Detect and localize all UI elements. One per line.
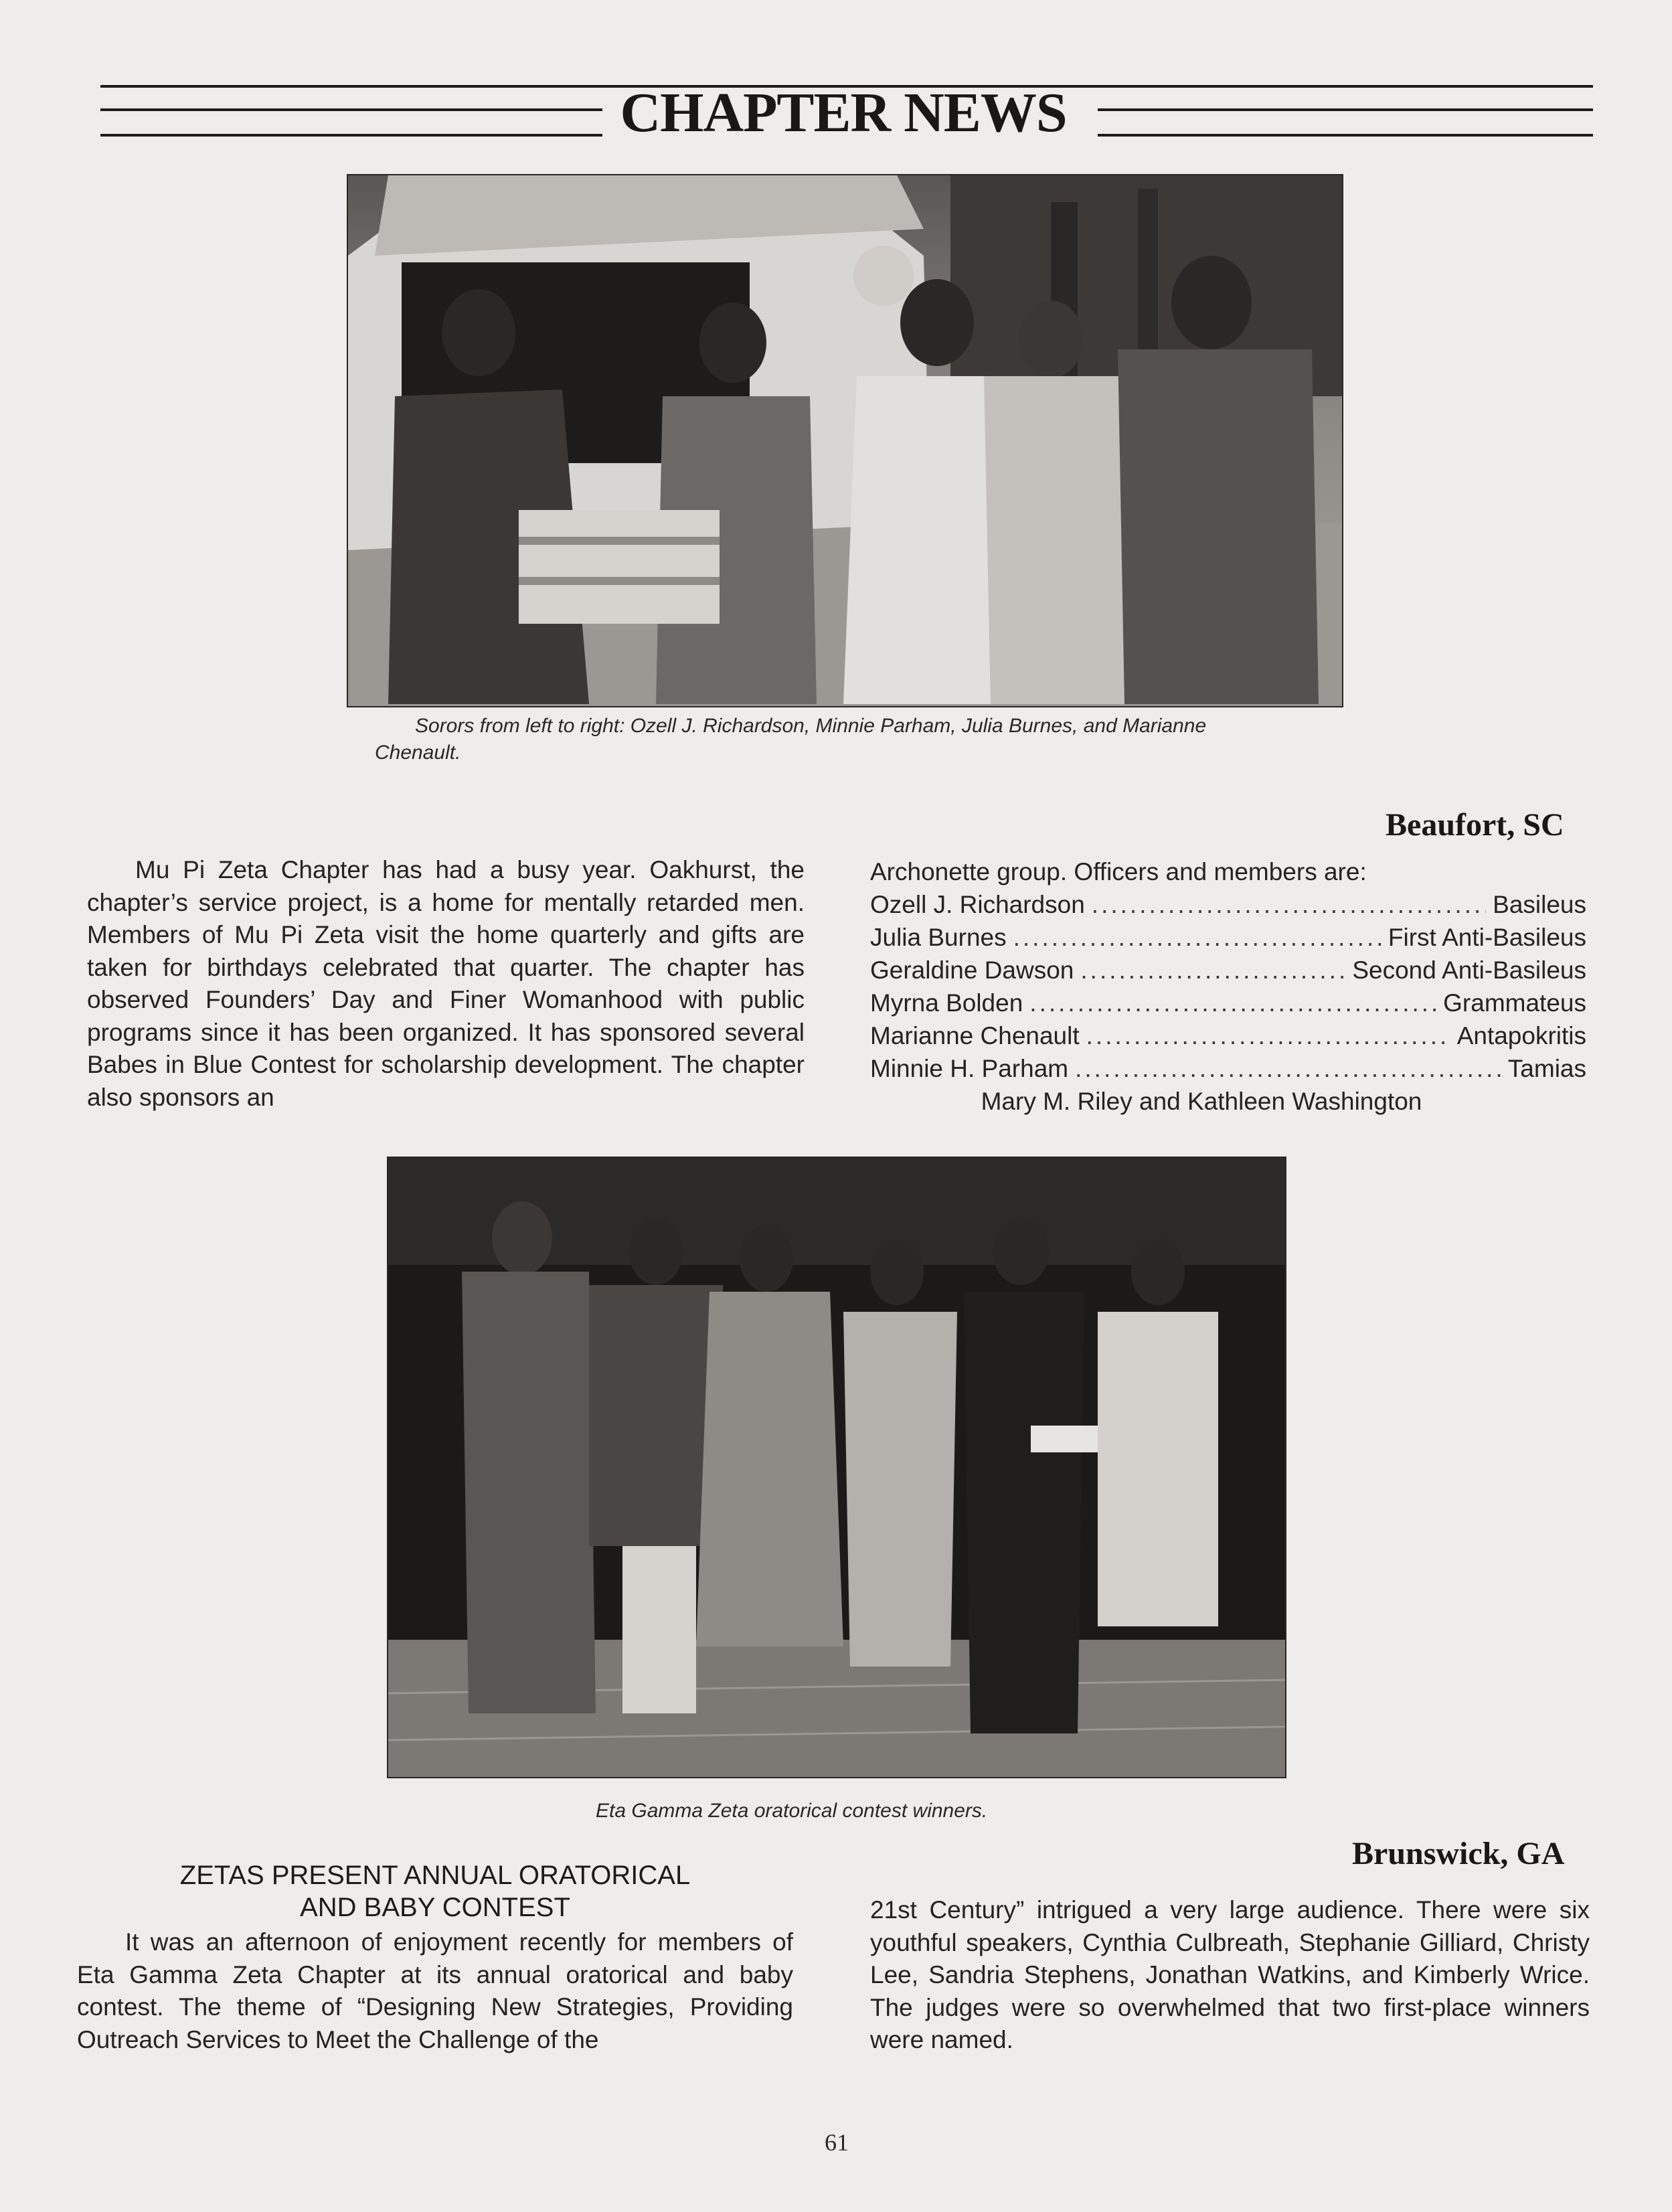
page-title: CHAPTER NEWS (620, 82, 1067, 144)
leader-dots (1075, 1052, 1501, 1085)
officer-name: Myrna Bolden (870, 989, 1023, 1017)
officer-title: Basileus (1493, 891, 1586, 918)
beaufort-paragraph: Mu Pi Zeta Chapter has had a busy year. Oakhurst, the chapter’s service project, is a home for mentally retarded men. Members of Mu Pi Zeta visit the home quarterly and gifts are taken for birthdays celebrated that quarter. The chapter has observed Founders’ Day and Finer Womanhood with public programs since it has been organized. It has sponsored several Babes in Blue Contest for scholarship development. The chapter also sponsors an (87, 856, 805, 1111)
brunswick-paragraph-right: 21st Century” intrigued a very large audience. There were six youthful speakers, Cynthia Culbreath, Stephanie Gilliard, Christy Lee, Sandria Stephens, Jonathan Watkins, and Kimberly Wrice. The judges were so overwhelmed that two first-place winners were named. (870, 1896, 1590, 2053)
officer-title: Grammateus (1443, 989, 1586, 1017)
officer-row (870, 954, 1586, 987)
photo-beaufort-caption (375, 713, 1379, 766)
headline-line: AND BABY CONTEST (300, 1893, 570, 1922)
officer-list (870, 855, 1586, 1118)
officer-name: Geraldine Dawson (870, 956, 1074, 984)
photo-oratorical-winners (388, 1158, 1285, 1777)
page-number: 61 (825, 2129, 849, 2156)
officer-intro: Archonette group. Officers and members are: (870, 858, 1367, 885)
caption-line: Chenault. (375, 742, 461, 764)
headline-line: ZETAS PRESENT ANNUAL ORATORICAL (179, 1861, 691, 1890)
photo-oratorical-caption: Eta Gamma Zeta oratorical contest winners. (596, 1800, 988, 1822)
leader-dots (1086, 1019, 1450, 1052)
officer-title: Tamias (1507, 1055, 1586, 1082)
officer-name: Minnie H. Parham (870, 1055, 1069, 1082)
members-line: Mary M. Riley and Kathleen Washington (981, 1088, 1422, 1115)
caption-line: Sorors from left to right: Ozell J. Richardson, Minnie Parham, Julia Burnes, and Marianne (415, 715, 1207, 737)
leader-dots (1092, 888, 1486, 921)
officer-name: Marianne Chenault (870, 1022, 1080, 1049)
officer-row (870, 987, 1586, 1019)
photo-beaufort-group (348, 175, 1342, 706)
article-headline (100, 1859, 770, 1924)
officer-title: Second Anti-Basileus (1352, 956, 1586, 984)
officer-row (870, 921, 1586, 954)
officer-name: Ozell J. Richardson (870, 891, 1085, 918)
officer-row (870, 888, 1586, 921)
location-beaufort: Beaufort, SC (1386, 807, 1564, 843)
officer-row (870, 1052, 1586, 1085)
officer-name: Julia Burnes (870, 924, 1007, 951)
officer-row (870, 1019, 1586, 1052)
leader-dots (1029, 987, 1436, 1019)
officer-title: First Anti-Basileus (1388, 924, 1586, 951)
leader-dots (1080, 954, 1345, 987)
location-brunswick: Brunswick, GA (1352, 1836, 1565, 1871)
brunswick-paragraph-left: It was an afternoon of enjoyment recently for members of Eta Gamma Zeta Chapter at its annual oratorical and baby contest. The theme of “Designing New Strategies, Providing Outreach Services to Meet the Challenge of the (77, 1928, 793, 2053)
leader-dots (1013, 921, 1382, 954)
officer-title: Antapokritis (1456, 1022, 1586, 1049)
